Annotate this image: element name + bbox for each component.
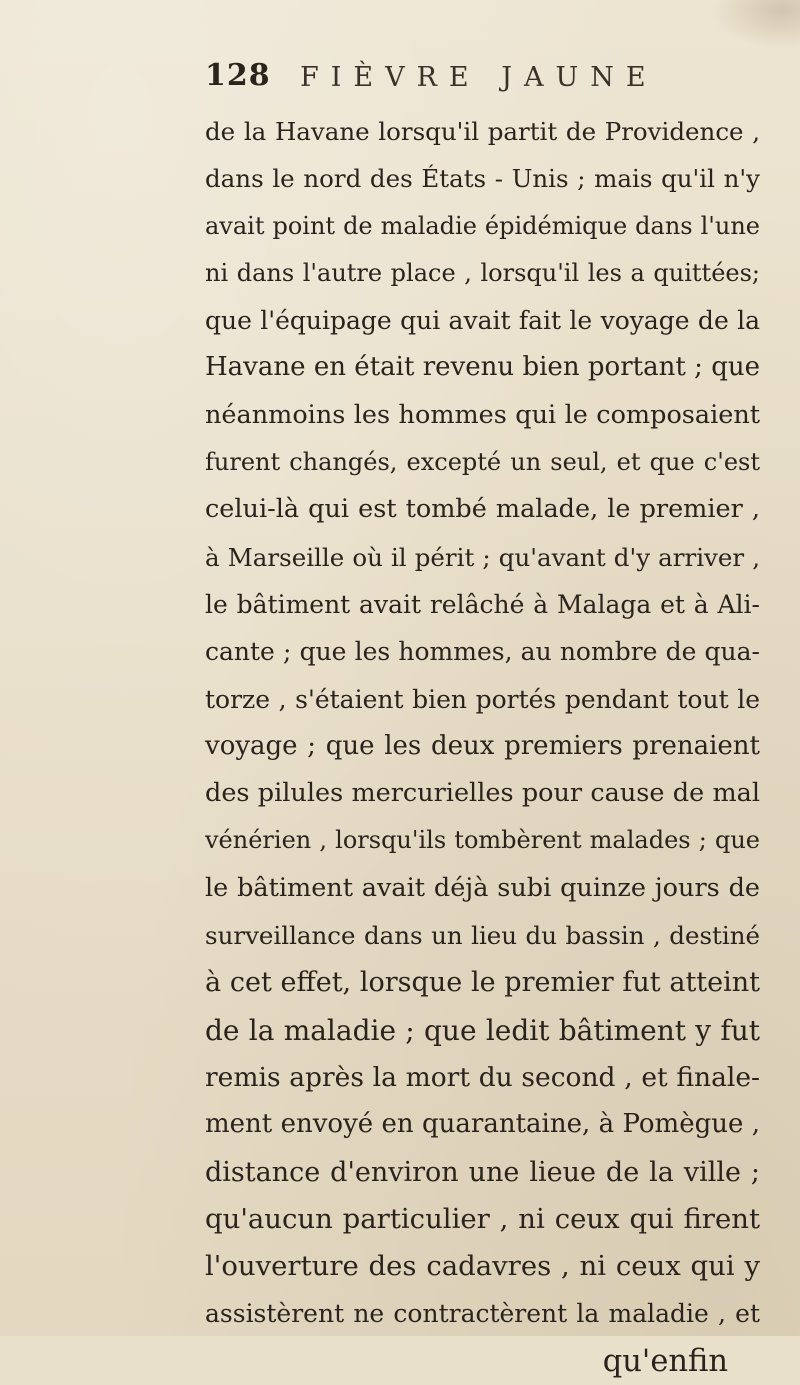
body-text bbox=[205, 108, 760, 1385]
text-line: de la Havane lorsqu'il partit de Providence , bbox=[205, 117, 760, 146]
text-line: vénérien , lorsqu'ils tombèrent malades ; que bbox=[205, 826, 760, 855]
page-number: 128 bbox=[205, 58, 271, 93]
text-line: l'ouverture des cadavres , ni ceux qui y bbox=[205, 1250, 760, 1283]
text-line: furent changés, excepté un seul, et que c'est bbox=[205, 448, 760, 477]
running-title: FIÈVRE JAUNE bbox=[300, 62, 658, 93]
text-line: dans le nord des États - Unis ; mais qu'il n'y bbox=[205, 164, 760, 194]
text-line: néanmoins les hommes qui le composaient bbox=[205, 399, 760, 430]
text-line: assistèrent ne contractèrent la maladie , et bbox=[205, 1299, 760, 1329]
text-line: Havane en était revenu bien portant ; que bbox=[205, 352, 760, 383]
text-line: le bâtiment avait déjà subi quinze jours de bbox=[205, 872, 760, 903]
text-line: cante ; que les hommes, au nombre de qua- bbox=[205, 637, 760, 667]
text-line: torze , s'étaient bien portés pendant tout le bbox=[205, 684, 760, 714]
text-line: que l'équipage qui avait fait le voyage de la bbox=[205, 306, 760, 336]
text-line: à cet effet, lorsque le premier fut atteint bbox=[205, 967, 760, 999]
text-line: remis après la mort du second , et finale- bbox=[205, 1061, 760, 1093]
text-line: le bâtiment avait relâché à Malaga et à Ali- bbox=[205, 589, 760, 619]
paper-stain bbox=[710, 0, 800, 50]
text-line: voyage ; que les deux premiers prenaient bbox=[205, 730, 760, 761]
text-line: des pilules mercurielles pour cause de mal bbox=[205, 778, 760, 809]
text-line: ment envoyé en quarantaine, à Pomègue , bbox=[205, 1109, 760, 1140]
text-line: celui-là qui est tombé malade, le premier , bbox=[205, 494, 760, 525]
text-line: distance d'environ une lieue de la ville ; bbox=[205, 1156, 760, 1188]
text-line: surveillance dans un lieu du bassin , destiné bbox=[205, 921, 760, 951]
text-line: de la maladie ; que ledit bâtiment y fut bbox=[205, 1013, 760, 1047]
text-line: à Marseille où il périt ; qu'avant d'y arriver , bbox=[205, 542, 760, 572]
text-line: avait point de maladie épidémique dans l'une bbox=[205, 211, 760, 240]
catchword: qu'enfin bbox=[602, 1343, 728, 1379]
text-line: ni dans l'autre place , lorsqu'il les a quittées; bbox=[205, 258, 760, 287]
text-line: qu'aucun particulier , ni ceux qui firent bbox=[205, 1202, 760, 1235]
